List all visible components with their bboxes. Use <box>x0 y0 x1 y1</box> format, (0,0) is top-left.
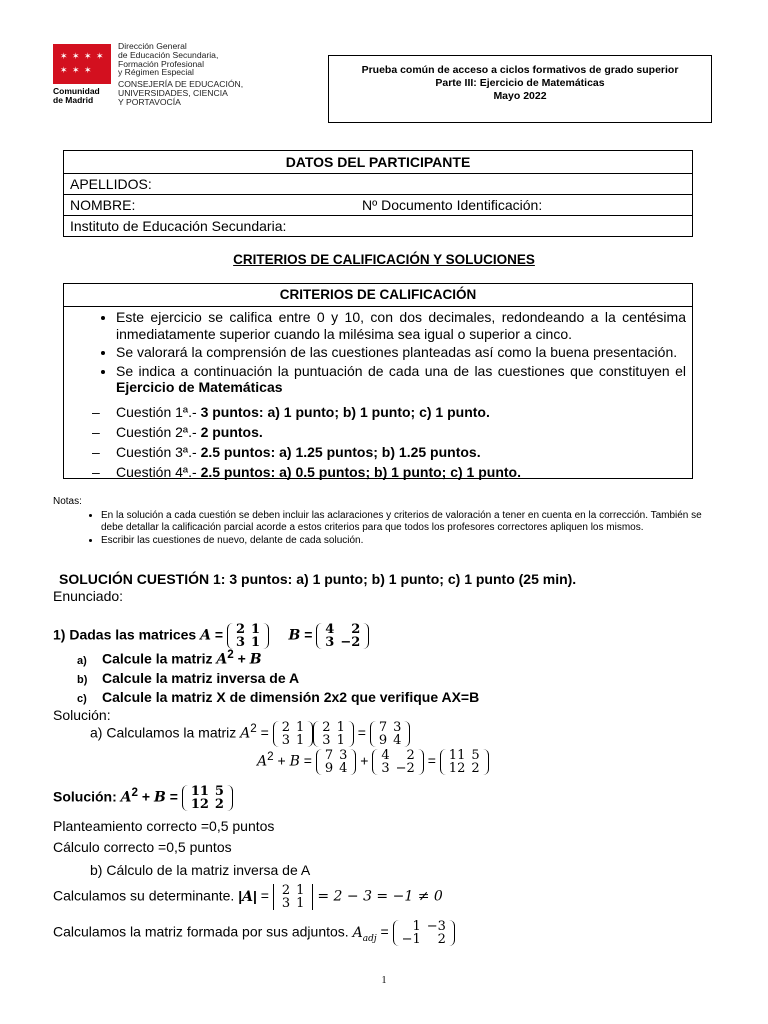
determinant-result: = 2 − 3 = −1 ≠ 0 <box>317 888 443 905</box>
sub-questions <box>77 646 479 708</box>
dept-line: Dirección General <box>118 41 187 51</box>
note-item: • En la solución a cada cuestión se deben incluir las aclaraciones y criterios de valoración a tener en cuenta en la corrección. También se debe detallar la calificación parcial acorde a estos criterios para que todos los profesores correctores apliquen los mismos. <box>101 510 718 534</box>
dept-line: CONSEJERÍA DE EDUCACIÓN, <box>118 79 244 90</box>
apellidos-field: APELLIDOS: <box>64 174 693 195</box>
exam-title-box <box>328 55 712 123</box>
nombre-field: NOMBRE: <box>70 197 136 213</box>
cuestion-item: – Cuestión 4ª.- 2.5 puntos: a) 0.5 puntos; b) 1 punto; c) 1 punto. <box>116 464 680 481</box>
criteria-bullet: • Se valorará la comprensión de las cuestiones planteadas así como la buena presentación. <box>116 344 686 361</box>
determinant-line: Calculamos su determinante. |A| = 2 1 3 1 = 2 − 3 = −1 ≠ 0 <box>53 883 443 911</box>
exam-title-line: Prueba común de acceso a ciclos formativos de grado superior <box>361 64 679 76</box>
dept-line: Formación Profesional <box>118 58 204 69</box>
cuestion-item: – Cuestión 1ª.- 3 puntos: a) 1 punto; b) 1 punto; c) 1 punto. <box>116 404 680 421</box>
matrix-sum: 11 5 12 2 <box>182 785 233 811</box>
question-text: 1) Dadas las matrices <box>53 626 201 643</box>
solucion-label: Solución: <box>53 707 111 723</box>
instituto-field: Instituto de Educación Secundaria: <box>64 216 693 237</box>
star-icon: ✶ <box>72 51 80 61</box>
criteria-section-title: CRITERIOS DE CALIFICACIÓN Y SOLUCIONES <box>233 252 535 267</box>
enunciado-label: Enunciado: <box>53 588 124 604</box>
exam-title-line: Parte III: Ejercicio de Matemáticas <box>435 77 605 89</box>
cuestion-item: – Cuestión 2ª.- 2 puntos. <box>116 424 680 441</box>
solution-heading: SOLUCIÓN CUESTIÓN 1: 3 puntos: a) 1 punto; b) 1 punto; c) 1 punto (25 min). <box>59 571 577 587</box>
dept-line: Y PORTAVOCÍA <box>118 96 181 107</box>
star-icon: ✶ <box>60 51 68 61</box>
logo-text-line: de Madrid <box>53 95 94 105</box>
matrix-a-squared: 7 3 9 4 <box>370 721 411 747</box>
matrix-a: 2 1 3 1 <box>227 623 269 649</box>
criteria-bullet-text: Se indica a continuación la puntuación de cada una de las cuestiones que constituyen el <box>116 362 686 379</box>
participant-table <box>63 150 693 237</box>
determinant-matrix: 2 1 3 1 <box>273 884 314 910</box>
matrix-b: 4 2 3 −2 <box>316 623 369 649</box>
criteria-header: CRITERIOS DE CALIFICACIÓN <box>64 284 692 307</box>
cuestion-list <box>116 404 686 481</box>
matrix-adjoint: 1 −3 −1 2 <box>393 920 455 946</box>
star-icon: ✶ <box>60 65 68 75</box>
criteria-bullet-bold: Ejercicio de Matemáticas <box>116 379 283 395</box>
logo-red-flag <box>53 44 111 84</box>
comunidad-madrid-logo <box>53 44 113 105</box>
star-icon: ✶ <box>72 65 80 75</box>
notes-label: Notas: <box>53 496 82 507</box>
dept-line: y Régimen Especial <box>118 67 194 78</box>
sub-question-c: c) Calcule la matriz X de dimensión 2x2 que verifique AX=B <box>77 688 480 705</box>
note-item: • Escribir las cuestiones de nuevo, delante de cada solución. <box>101 535 718 547</box>
documento-field: Nº Documento Identificación: <box>362 197 543 213</box>
star-icon: ✶ <box>84 51 92 61</box>
department-block <box>118 42 243 107</box>
nombre-row <box>64 195 693 216</box>
criteria-bullet: • Este ejercicio se califica entre 0 y 10, con dos decimales, redondeando a la centésima inmediatamente superior cuando la milésima sea igual o superior a cinco. <box>116 309 686 342</box>
dept-line: de Educación Secundaria, <box>118 49 219 60</box>
sub-question-a: a) Calcule la matriz $A^2 + B$ <box>77 648 262 668</box>
cuestion-item: – Cuestión 3ª.- 2.5 puntos: a) 1.25 puntos; b) 1.25 puntos. <box>116 444 680 461</box>
sub-question-b: b) Calcule la matriz inversa de A <box>77 669 300 686</box>
question-1: 1) Dadas las matrices A = 2 1 3 1 B = 4 2 3 −2 <box>53 623 369 649</box>
matrix-a: 2 1 3 1 <box>313 721 354 747</box>
solution-step-a: a) Calculamos la matriz $A^2$ = 2 1 3 1 2 1 3 1 = 7 3 9 4 <box>90 721 410 747</box>
solution-result: Solución: $A^2 + B$ = 11 5 12 2 <box>53 785 233 811</box>
adjoint-line: Calculamos la matriz formada por sus adjuntos. $A_{adj}$ = 1 −3 −1 2 <box>53 920 455 946</box>
solution-step-a-sum: $A^2 + B$ = 7 3 9 4 + 4 2 3 −2 = 11 5 12 2 <box>257 749 489 775</box>
page-number: 1 <box>381 975 387 986</box>
dept-line: UNIVERSIDADES, CIENCIA <box>118 87 228 98</box>
matrix-sum: 11 5 12 2 <box>440 749 489 775</box>
notes-list <box>53 510 718 547</box>
logo-text <box>53 87 113 105</box>
score-line: Cálculo correcto =0,5 puntos <box>53 839 232 855</box>
matrix-a-squared: 7 3 9 4 <box>316 749 357 775</box>
notes <box>53 496 718 548</box>
star-icon: ✶ <box>96 51 104 61</box>
criteria-list <box>64 309 692 481</box>
participant-title: DATOS DEL PARTICIPANTE <box>64 151 693 174</box>
logo-text-line: Comunidad <box>53 86 100 96</box>
matrix-b: 4 2 3 −2 <box>372 749 423 775</box>
exam-title-line: Mayo 2022 <box>493 90 547 102</box>
score-line: Planteamiento correcto =0,5 puntos <box>53 818 275 834</box>
matrix-a: 2 1 3 1 <box>273 721 314 747</box>
criteria-box <box>63 283 693 479</box>
star-icon: ✶ <box>84 65 92 75</box>
solution-step-b: b) Cálculo de la matriz inversa de A <box>90 862 311 878</box>
criteria-bullet <box>116 363 686 481</box>
